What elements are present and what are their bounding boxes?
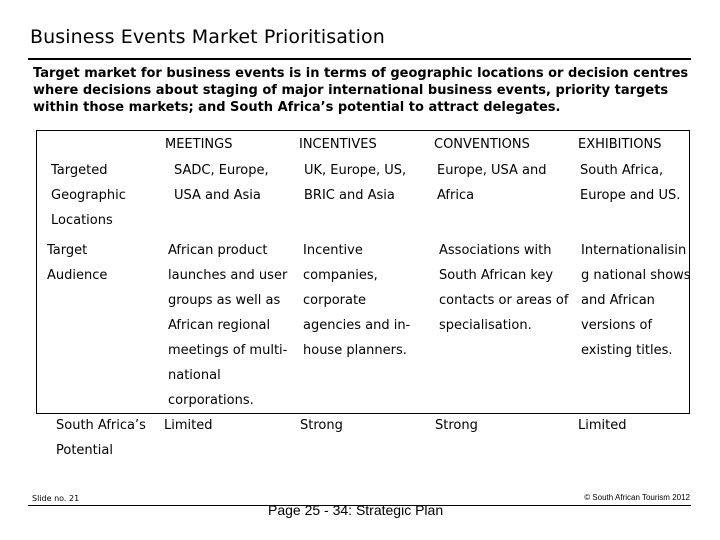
cell-line: Associations with [439, 243, 552, 258]
cell-line: BRIC and Asia [304, 188, 395, 203]
cell-line: agencies and in- [303, 318, 411, 333]
cell-locations-conventions [437, 158, 546, 208]
cell-line: g national shows [581, 268, 691, 283]
cell-audience-conventions [439, 238, 568, 338]
row-label-line: Potential [56, 443, 113, 458]
cell-line: Europe, USA and [437, 163, 547, 178]
title-divider [28, 58, 691, 60]
intro-line: where decisions about staging of major international business events, priority targets [33, 83, 669, 98]
header-incentives: INCENTIVES [299, 137, 377, 152]
cell-line: corporate [303, 293, 367, 308]
cell-potential-meetings: Limited [164, 418, 213, 433]
cell-line: African product [168, 243, 268, 258]
row-label-locations [51, 158, 126, 208]
prioritisation-table [36, 130, 690, 414]
cell-potential-conventions: Strong [435, 418, 478, 433]
row-label-line: Target [47, 243, 88, 258]
cell-line: African regional [168, 318, 271, 333]
cell-line: groups as well as [168, 293, 281, 308]
cell-line: Europe and US. [580, 188, 681, 203]
cell-locations-exhibitions [580, 158, 680, 208]
cell-line: USA and Asia [174, 188, 261, 203]
cell-line: national [168, 368, 221, 383]
cell-audience-exhibitions [581, 238, 691, 363]
cell-line: meetings of multi- [168, 343, 288, 358]
header-meetings: MEETINGS [165, 137, 233, 152]
cell-line: launches and user [168, 268, 288, 283]
cell-potential-incentives: Strong [300, 418, 343, 433]
intro-line: Target market for business events is in terms of geographic locations or decision centres [33, 66, 689, 81]
cell-line: versions of [581, 318, 653, 333]
page-reference: Page 25 - 34: Strategic Plan [268, 502, 444, 518]
cell-locations-meetings [174, 158, 269, 208]
cell-line: contacts or areas of [439, 293, 569, 308]
cell-line: South Africa, [580, 163, 664, 178]
row-label-audience [47, 238, 107, 288]
cell-line: specialisation. [439, 318, 532, 333]
row-label-potential: South Africa’s [56, 418, 146, 433]
cell-line: Internationalisin [581, 243, 687, 258]
cell-line: South African key [439, 268, 554, 283]
cell-line: companies, [303, 268, 378, 283]
cell-line: UK, Europe, US, [304, 163, 407, 178]
slide-number: Slide no. 21 [32, 494, 80, 503]
cell-line: Africa [437, 188, 475, 203]
intro-paragraph [33, 65, 689, 116]
cell-line: and African [581, 293, 655, 308]
row-label-line: Locations [51, 213, 113, 228]
cell-locations-incentives [304, 158, 406, 208]
header-conventions: CONVENTIONS [434, 137, 530, 152]
cell-line: Incentive [303, 243, 363, 258]
cell-line: SADC, Europe, [174, 163, 269, 178]
cell-line: corporations. [168, 393, 254, 408]
cell-line: existing titles. [581, 343, 673, 358]
cell-potential-exhibitions: Limited [578, 418, 627, 433]
header-exhibitions: EXHIBITIONS [578, 137, 662, 152]
intro-line: within those markets; and South Africa’s potential to attract delegates. [33, 100, 561, 115]
cell-audience-meetings [168, 238, 287, 413]
copyright-notice: © South African Tourism 2012 [584, 493, 690, 502]
row-label-line: Audience [47, 268, 108, 283]
row-label-line: Targeted [51, 163, 108, 178]
cell-audience-incentives [303, 238, 410, 363]
cell-line: house planners. [303, 343, 407, 358]
slide-title: Business Events Market Prioritisation [30, 26, 385, 48]
row-label-line: Geographic [51, 188, 126, 203]
